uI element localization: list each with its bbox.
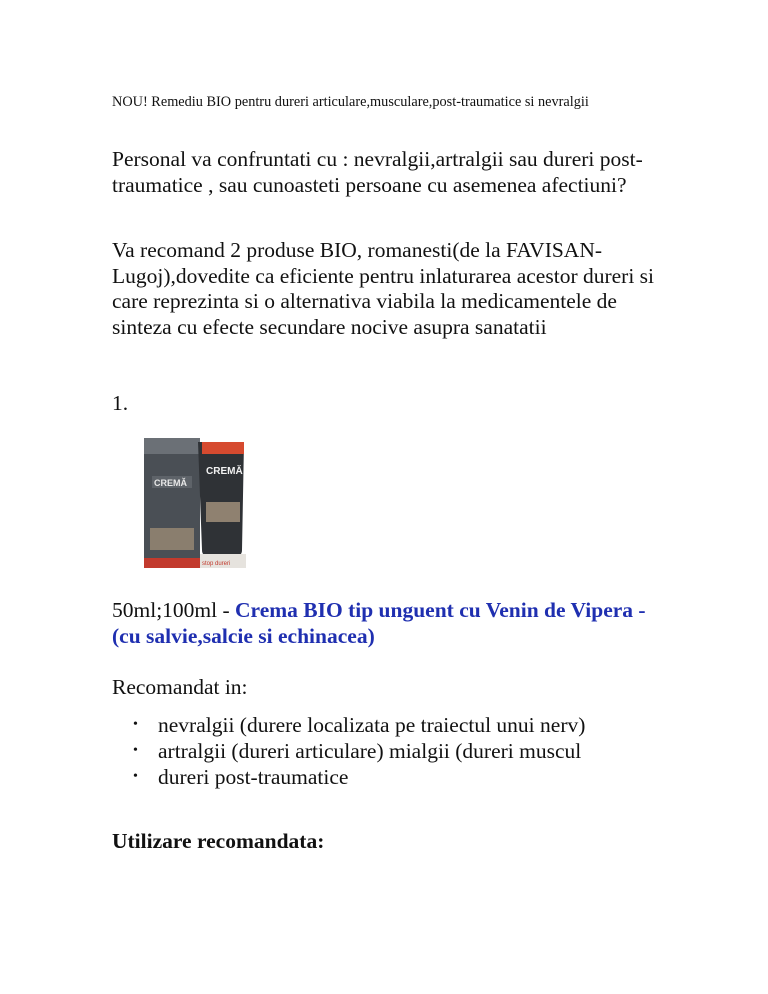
product-tube-picture <box>206 502 240 522</box>
list-item-text: dureri post-traumatice <box>158 765 349 789</box>
product-tube-cap-stripe <box>202 442 244 454</box>
intro-recommendation: Va recomand 2 produse BIO, romanesti(de la FAVISAN-Lugoj),dovedite ca eficiente pentru inlaturarea acestor dureri si care reprezinta si o alternativa viabila la medicamentele de sinteza cu efecte secundare nocive asupra sanatatii <box>112 238 655 339</box>
list-item <box>112 712 585 738</box>
intro-question: Personal va confruntati cu : nevralgii,artralgii sau dureri post-traumatice , sau cunoasteti persoane cu asemenea afectiuni? <box>112 147 643 197</box>
product-name-link[interactable]: Crema BIO tip unguent cu Venin de Vipera - (cu salvie,salcie si echinacea) <box>112 598 646 648</box>
usage-heading: Utilizare recomandata: <box>112 829 325 853</box>
product-box-picture <box>150 528 194 550</box>
product-description <box>112 597 672 649</box>
product-number: 1. <box>112 391 129 415</box>
bullet-icon: • <box>133 769 138 784</box>
bullet-icon: • <box>133 743 138 758</box>
recommended-list <box>112 712 585 790</box>
product-box-top <box>144 438 200 454</box>
product-brand-label: stop dureri <box>202 561 231 567</box>
list-item-text: nevralgii (durere localizata pe traiectul unui nerv) <box>158 713 586 737</box>
list-item <box>112 738 585 764</box>
product-tube <box>198 442 244 556</box>
bullet-icon: • <box>133 717 138 732</box>
product-image <box>142 432 252 572</box>
list-item-text: artralgii (dureri articulare) mialgii (dureri muscul <box>158 739 582 763</box>
list-item <box>112 764 585 790</box>
document-title: NOU! Remediu BIO pentru dureri articulare,musculare,post-traumatice si nevralgii <box>112 94 589 110</box>
product-box-stripe <box>144 558 200 568</box>
recommended-heading: Recomandat in: <box>112 675 248 699</box>
product-box-label: CREMĂ <box>154 478 187 488</box>
product-size: 50ml;100ml - <box>112 598 236 622</box>
product-tube-label: CREMĂ <box>206 466 243 477</box>
